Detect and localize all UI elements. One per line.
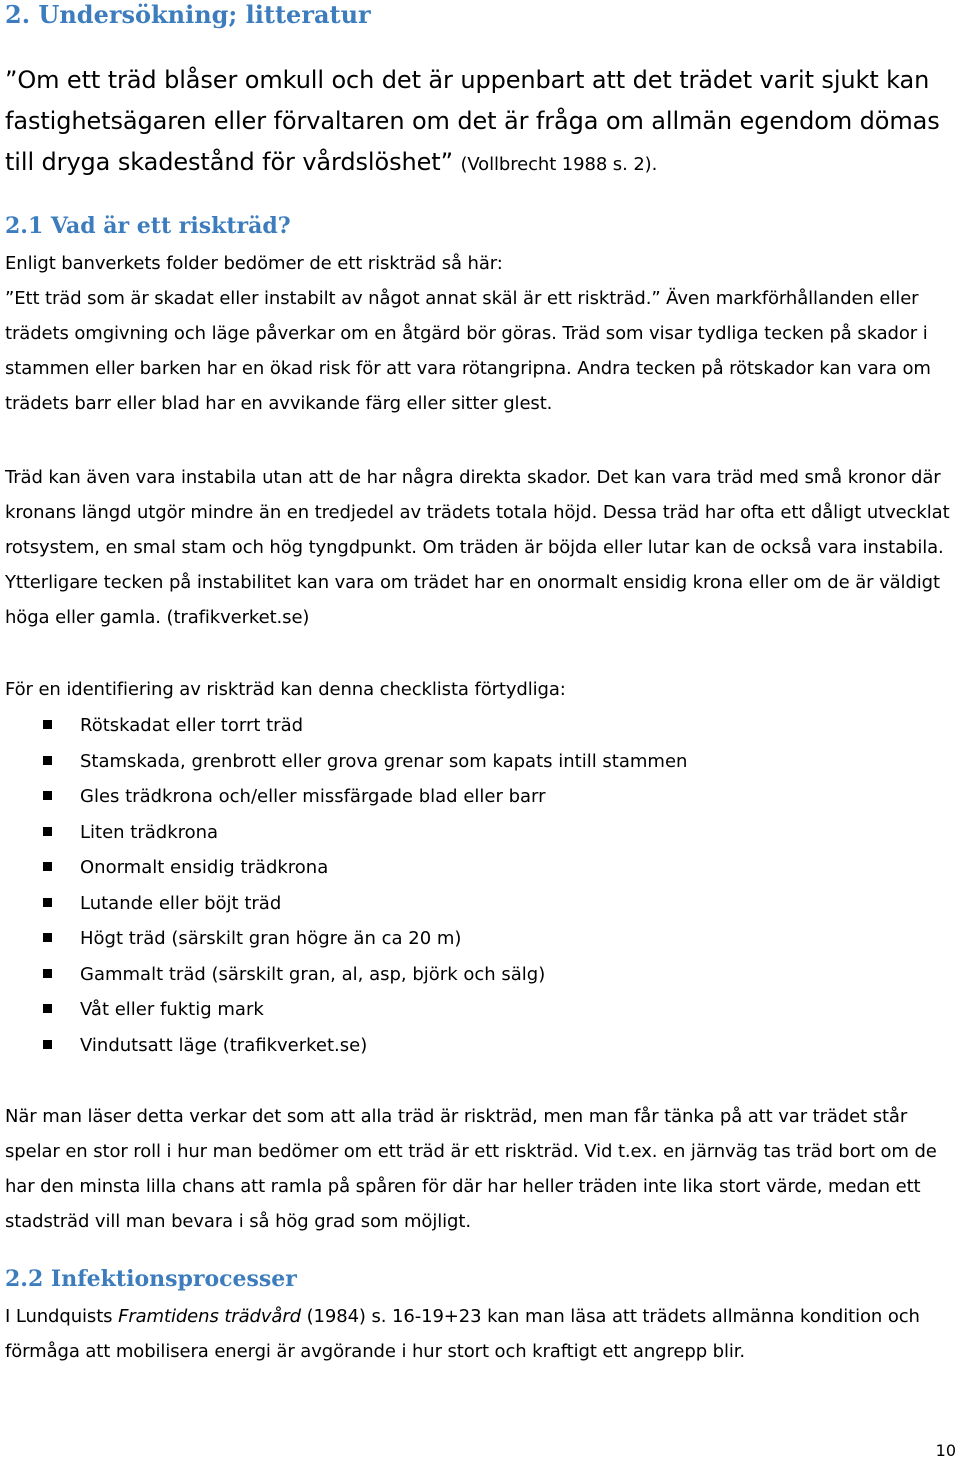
checklist-item [5, 850, 687, 886]
checklist-item [5, 1028, 687, 1064]
checklist-item-label: Gles trädkrona och/eller missfärgade blad eller barr [80, 786, 546, 807]
checklist-item-label: Gammalt träd (särskilt gran, al, asp, björk och sälg) [80, 963, 546, 985]
quote-text: ”Om ett träd blåser omkull och det är uppenbart att det trädet varit sjukt kan fastighetsägaren eller förvaltaren om det är fråga om allmän egendom dömas till dryga skadestånd för vårdslöshet” [5, 66, 940, 176]
checklist-item [5, 992, 687, 1028]
checklist-item [5, 957, 687, 993]
checklist-item-label: Våt eller fuktig mark [80, 999, 264, 1020]
section-2-2-text-before: I Lundquists [5, 1306, 119, 1327]
section-2-2-text-after: (1984) s. 16-19+23 kan man läsa att trädets allmänna kondition och förmåga att mobilisera energi är avgörande i hur stort och kraftigt ett angrepp blir. [5, 1306, 920, 1362]
checklist-item [5, 921, 687, 957]
heading-section-2-1: 2.1 Vad är ett riskträd? [5, 213, 291, 239]
section-2-1-intro: Enligt banverkets folder bedömer de ett riskträd så här: [5, 253, 503, 274]
section-2-1-conclusion: När man läser detta verkar det som att alla träd är riskträd, men man får tänka på att var trädet står spelar en stor roll i hur man bedömer om ett träd är ett riskträd. Vid t.ex. en järnväg tas träd bort om de har den minsta lilla chans att ramla på spåren för där har heller träden inte lika stort värde, medan ett stadsträd vill man bevara i så hög grad som möjligt. [5, 1106, 937, 1232]
square-bullet-icon [43, 898, 52, 907]
checklist-item-label: Onormalt ensidig trädkrona [80, 857, 329, 878]
square-bullet-icon [43, 862, 52, 871]
checklist-item-label: Stamskada, grenbrott eller grova grenar som kapats intill stammen [80, 750, 688, 772]
square-bullet-icon [43, 827, 52, 836]
square-bullet-icon [43, 969, 52, 978]
section-2-2-body [5, 1299, 955, 1369]
heading-section-2-2: 2.2 Infektionsprocesser [5, 1266, 297, 1292]
checklist-intro: För en identifiering av riskträd kan denna checklista förtydliga: [5, 679, 566, 700]
section-2-1-body-2: Träd kan även vara instabila utan att de har några direkta skador. Det kan vara träd med små kronor där kronans längd utgör mindre än en tredjedel av trädets totala höjd. Dessa träd har ofta ett dåligt utvecklat rotsystem, en smal stam och hög tyngdpunkt. Om träden är böjda eller lutar kan de också vara instabila. Ytterligare tecken på instabilitet kan vara om trädet har en onormalt ensidig krona eller om de är väldigt höga eller gamla. (trafikverket.se) [5, 467, 950, 628]
checklist-item-label: Rötskadat eller torrt träd [80, 715, 304, 736]
square-bullet-icon [43, 720, 52, 729]
section-2-1-body: ”Ett träd som är skadat eller instabilt av något annat skäl är ett riskträd.” Även markförhållanden eller trädets omgivning och läge påverkar om en åtgärd bör göras. Träd som visar tydliga tecken på skador i stammen eller barken har en ökad risk för att vara rötangripna. Andra tecken på rötskador kan vara om trädets barr eller blad har en avvikande färg eller sitter glest. [5, 288, 931, 414]
opening-quote [5, 60, 955, 185]
checklist-item-label: Vindutsatt läge (trafikverket.se) [80, 1034, 368, 1056]
square-bullet-icon [43, 933, 52, 942]
checklist-item [5, 779, 687, 815]
book-title: Framtidens trädvård [118, 1306, 301, 1327]
square-bullet-icon [43, 791, 52, 800]
page-number: 10 [935, 1441, 956, 1460]
square-bullet-icon [43, 1004, 52, 1013]
square-bullet-icon [43, 756, 52, 765]
checklist-item [5, 815, 687, 851]
checklist-item-label: Högt träd (särskilt gran högre än ca 20 m) [80, 928, 462, 949]
checklist-item [5, 708, 687, 744]
quote-citation: (Vollbrecht 1988 s. 2). [460, 154, 658, 175]
checklist-item-label: Liten trädkrona [80, 821, 219, 843]
risk-tree-checklist [5, 708, 687, 1063]
checklist-item [5, 886, 687, 922]
heading-main: 2. Undersökning; litteratur [5, 0, 371, 29]
checklist-item [5, 744, 687, 780]
checklist-item-label: Lutande eller böjt träd [80, 892, 282, 914]
square-bullet-icon [43, 1040, 52, 1049]
